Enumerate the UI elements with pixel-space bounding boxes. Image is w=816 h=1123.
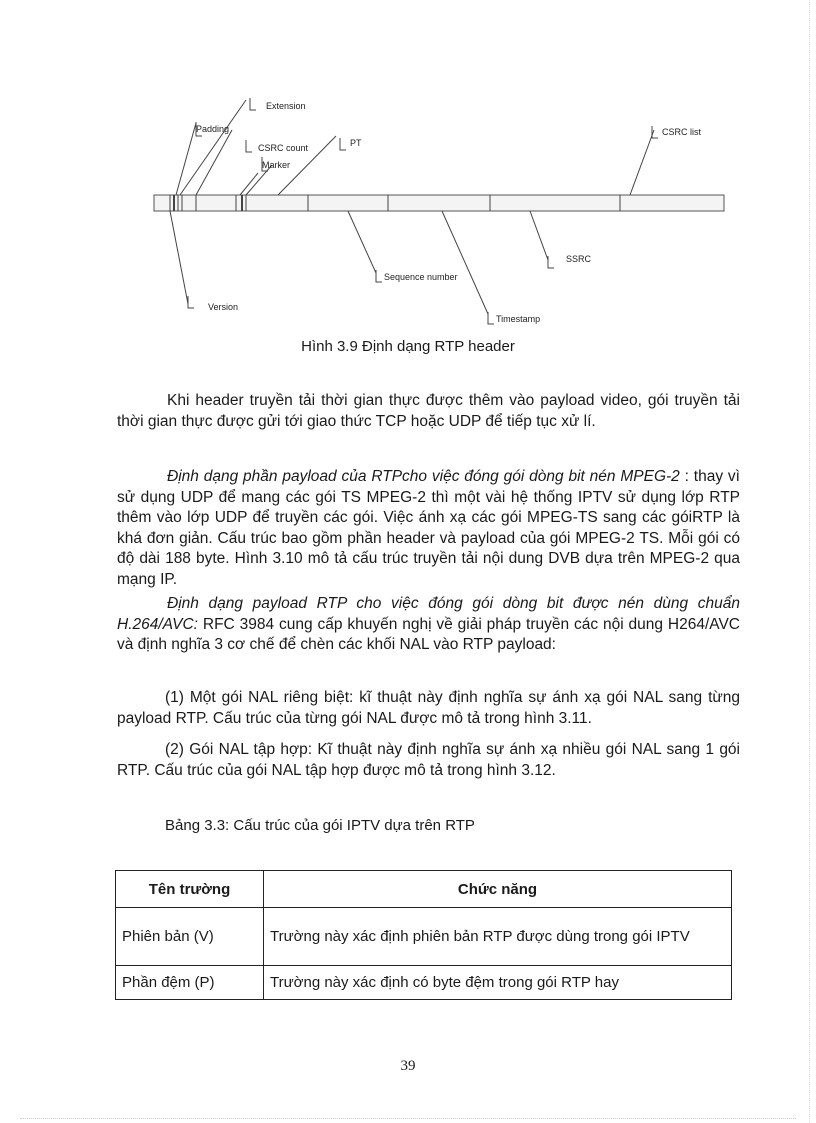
list-item-1 <box>117 688 740 729</box>
page-number: 39 <box>400 1058 416 1074</box>
table-header-cell: Tên trường <box>116 871 264 908</box>
label-ssrc: SSRC <box>566 254 592 264</box>
paragraph-1-text: Khi header truyền tải thời gian thực được thêm vào payload video, gói truyền tải thời gian thực được gửi tới giao thức TCP hoặc UDP để tiếp tục xử lí. <box>117 392 740 430</box>
rtp-fields-table <box>115 870 732 1000</box>
table-row <box>116 966 732 1000</box>
table-row <box>116 908 732 966</box>
label-csrc-count: CSRC count <box>258 143 309 153</box>
table-header-row <box>116 871 732 908</box>
page-bottom-divider <box>20 1118 796 1119</box>
list-item-1-text: (1) Một gói NAL riêng biệt: kĩ thuật này định nghĩa sự ánh xạ gói NAL sang từng payload RTP. Cấu trúc của từng gói NAL được mô tả trong hình 3.11. <box>117 689 740 727</box>
list-item-2-text: (2) Gói NAL tập hợp: Kĩ thuật này định nghĩa sự ánh xạ nhiều gói NAL sang 1 gói RTP. Cấu trúc của gói NAL tập hợp được mô tả trong hình 3.12. <box>117 741 740 779</box>
paragraph-2 <box>117 467 740 590</box>
label-version: Version <box>208 302 239 312</box>
table-header-cell: Chức năng <box>264 871 732 908</box>
table-cell-field: Phần đệm (P) <box>116 966 264 1000</box>
paragraph-3-heading: Định dạng payload RTP cho việc đóng gói dòng bit được nén dùng chuẩn H.264/AVC: <box>117 595 740 633</box>
paragraph-3 <box>117 594 740 656</box>
table-cell-field: Phiên bản (V) <box>116 908 264 966</box>
paragraph-2-heading: Định dạng phần payload của RTPcho việc đóng gói dòng bit nén MPEG-2 <box>167 468 680 485</box>
paragraph-3-text: RFC 3984 cung cấp khuyến nghị về giải pháp truyền các nội dung H264/AVC và định nghĩa 3 cơ chế để chèn các khối NAL vào RTP payload: <box>117 615 740 653</box>
label-marker: Marker <box>262 160 291 170</box>
page-right-divider <box>809 0 810 1123</box>
table-cell-function: Trường này xác định có byte đệm trong gói RTP hay <box>264 966 732 1000</box>
label-extension: Extension <box>266 101 306 111</box>
rtp-header-diagram <box>140 90 740 330</box>
label-csrc-list: CSRC list <box>662 127 702 137</box>
label-pt: PT <box>350 138 362 148</box>
header-bar <box>154 195 724 211</box>
paragraph-2-text: : thay vì sử dụng UDP để mang các gói TS MPEG-2 thì một vài hệ thống IPTV sử dụng lớp RTP thêm vào lớp UDP để truyền các gói. Việc ánh xạ các gói MPEG-TS sang các góiRTP là khá đơn giản. Cấu trúc bao gồm phần header và payload của gói MPEG-2 TS. Mỗi gói có độ dài 188 byte. Hình 3.10 mô tả cấu trúc truyền tải nội dung DVB dựa trên MPEG-2 qua mạng IP. <box>117 468 740 588</box>
label-timestamp: Timestamp <box>496 314 541 324</box>
label-sequence-number: Sequence number <box>384 272 458 282</box>
table-cell-function: Trường này xác định phiên bản RTP được dùng trong gói IPTV <box>264 908 732 966</box>
list-item-2 <box>117 740 740 781</box>
label-padding: Padding <box>196 124 230 134</box>
table-caption: Bảng 3.3: Cấu trúc của gói IPTV dựa trên RTP <box>165 817 475 834</box>
figure-caption: Hình 3.9 Định dạng RTP header <box>301 338 515 355</box>
paragraph-1 <box>117 391 740 432</box>
